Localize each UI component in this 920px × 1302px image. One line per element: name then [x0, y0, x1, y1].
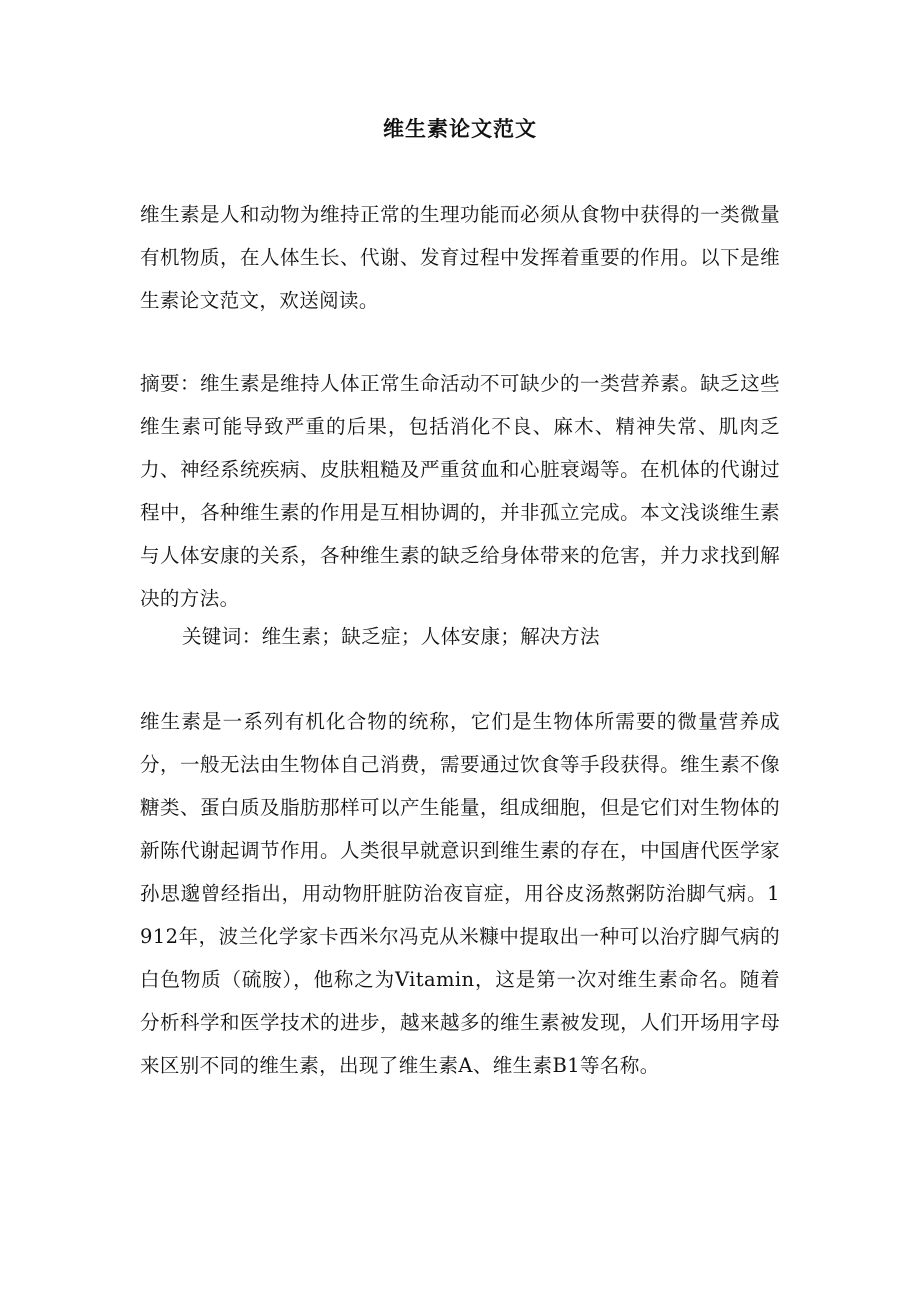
body-paragraph: 维生素是一系列有机化合物的统称，它们是生物体所需要的微量营养成分，一般无法由生物体自己消费，需要通过饮食等手段获得。维生素不像糖类、蛋白质及脂肪那样可以产生能量，组成细胞，但是它们对生物体的新陈代谢起调节作用。人类很早就意识到维生素的存在，中国唐代医学家孙思邈曾经指出，用动物肝脏防治夜盲症，用谷皮汤熬粥防治脚气病。1912年，波兰化学家卡西米尔冯克从米糠中提取出一种可以治疗脚气病的白色物质（硫胺），他称之为Vitamin，这是第一次对维生素命名。随着分析科学和医学技术的进步，越来越多的维生素被发现，人们开场用字母来区别不同的维生素，出现了维生素A、维生素B1等名称。: [140, 710, 780, 1077]
intro-paragraph: 维生素是人和动物为维持正常的生理功能而必须从食物中获得的一类微量有机物质，在人体生长、代谢、发育过程中发挥着重要的作用。以下是维生素论文范文，欢送阅读。: [140, 203, 780, 312]
keywords-line: 关键词：维生素；缺乏症；人体安康；解决方法: [182, 625, 600, 648]
abstract-paragraph: 摘要：维生素是维持人体正常生命活动不可缺少的一类营养素。缺乏这些维生素可能导致严重的后果，包括消化不良、麻木、精神失常、肌肉乏力、神经系统疾病、皮肤粗糙及严重贫血和心脏衰竭等。在机体的代谢过程中，各种维生素的作用是互相协调的，并非孤立完成。本文浅谈维生素与人体安康的关系，各种维生素的缺乏给身体带来的危害，并力求找到解决的方法。: [140, 372, 780, 610]
document-title: 维生素论文范文: [383, 116, 537, 141]
